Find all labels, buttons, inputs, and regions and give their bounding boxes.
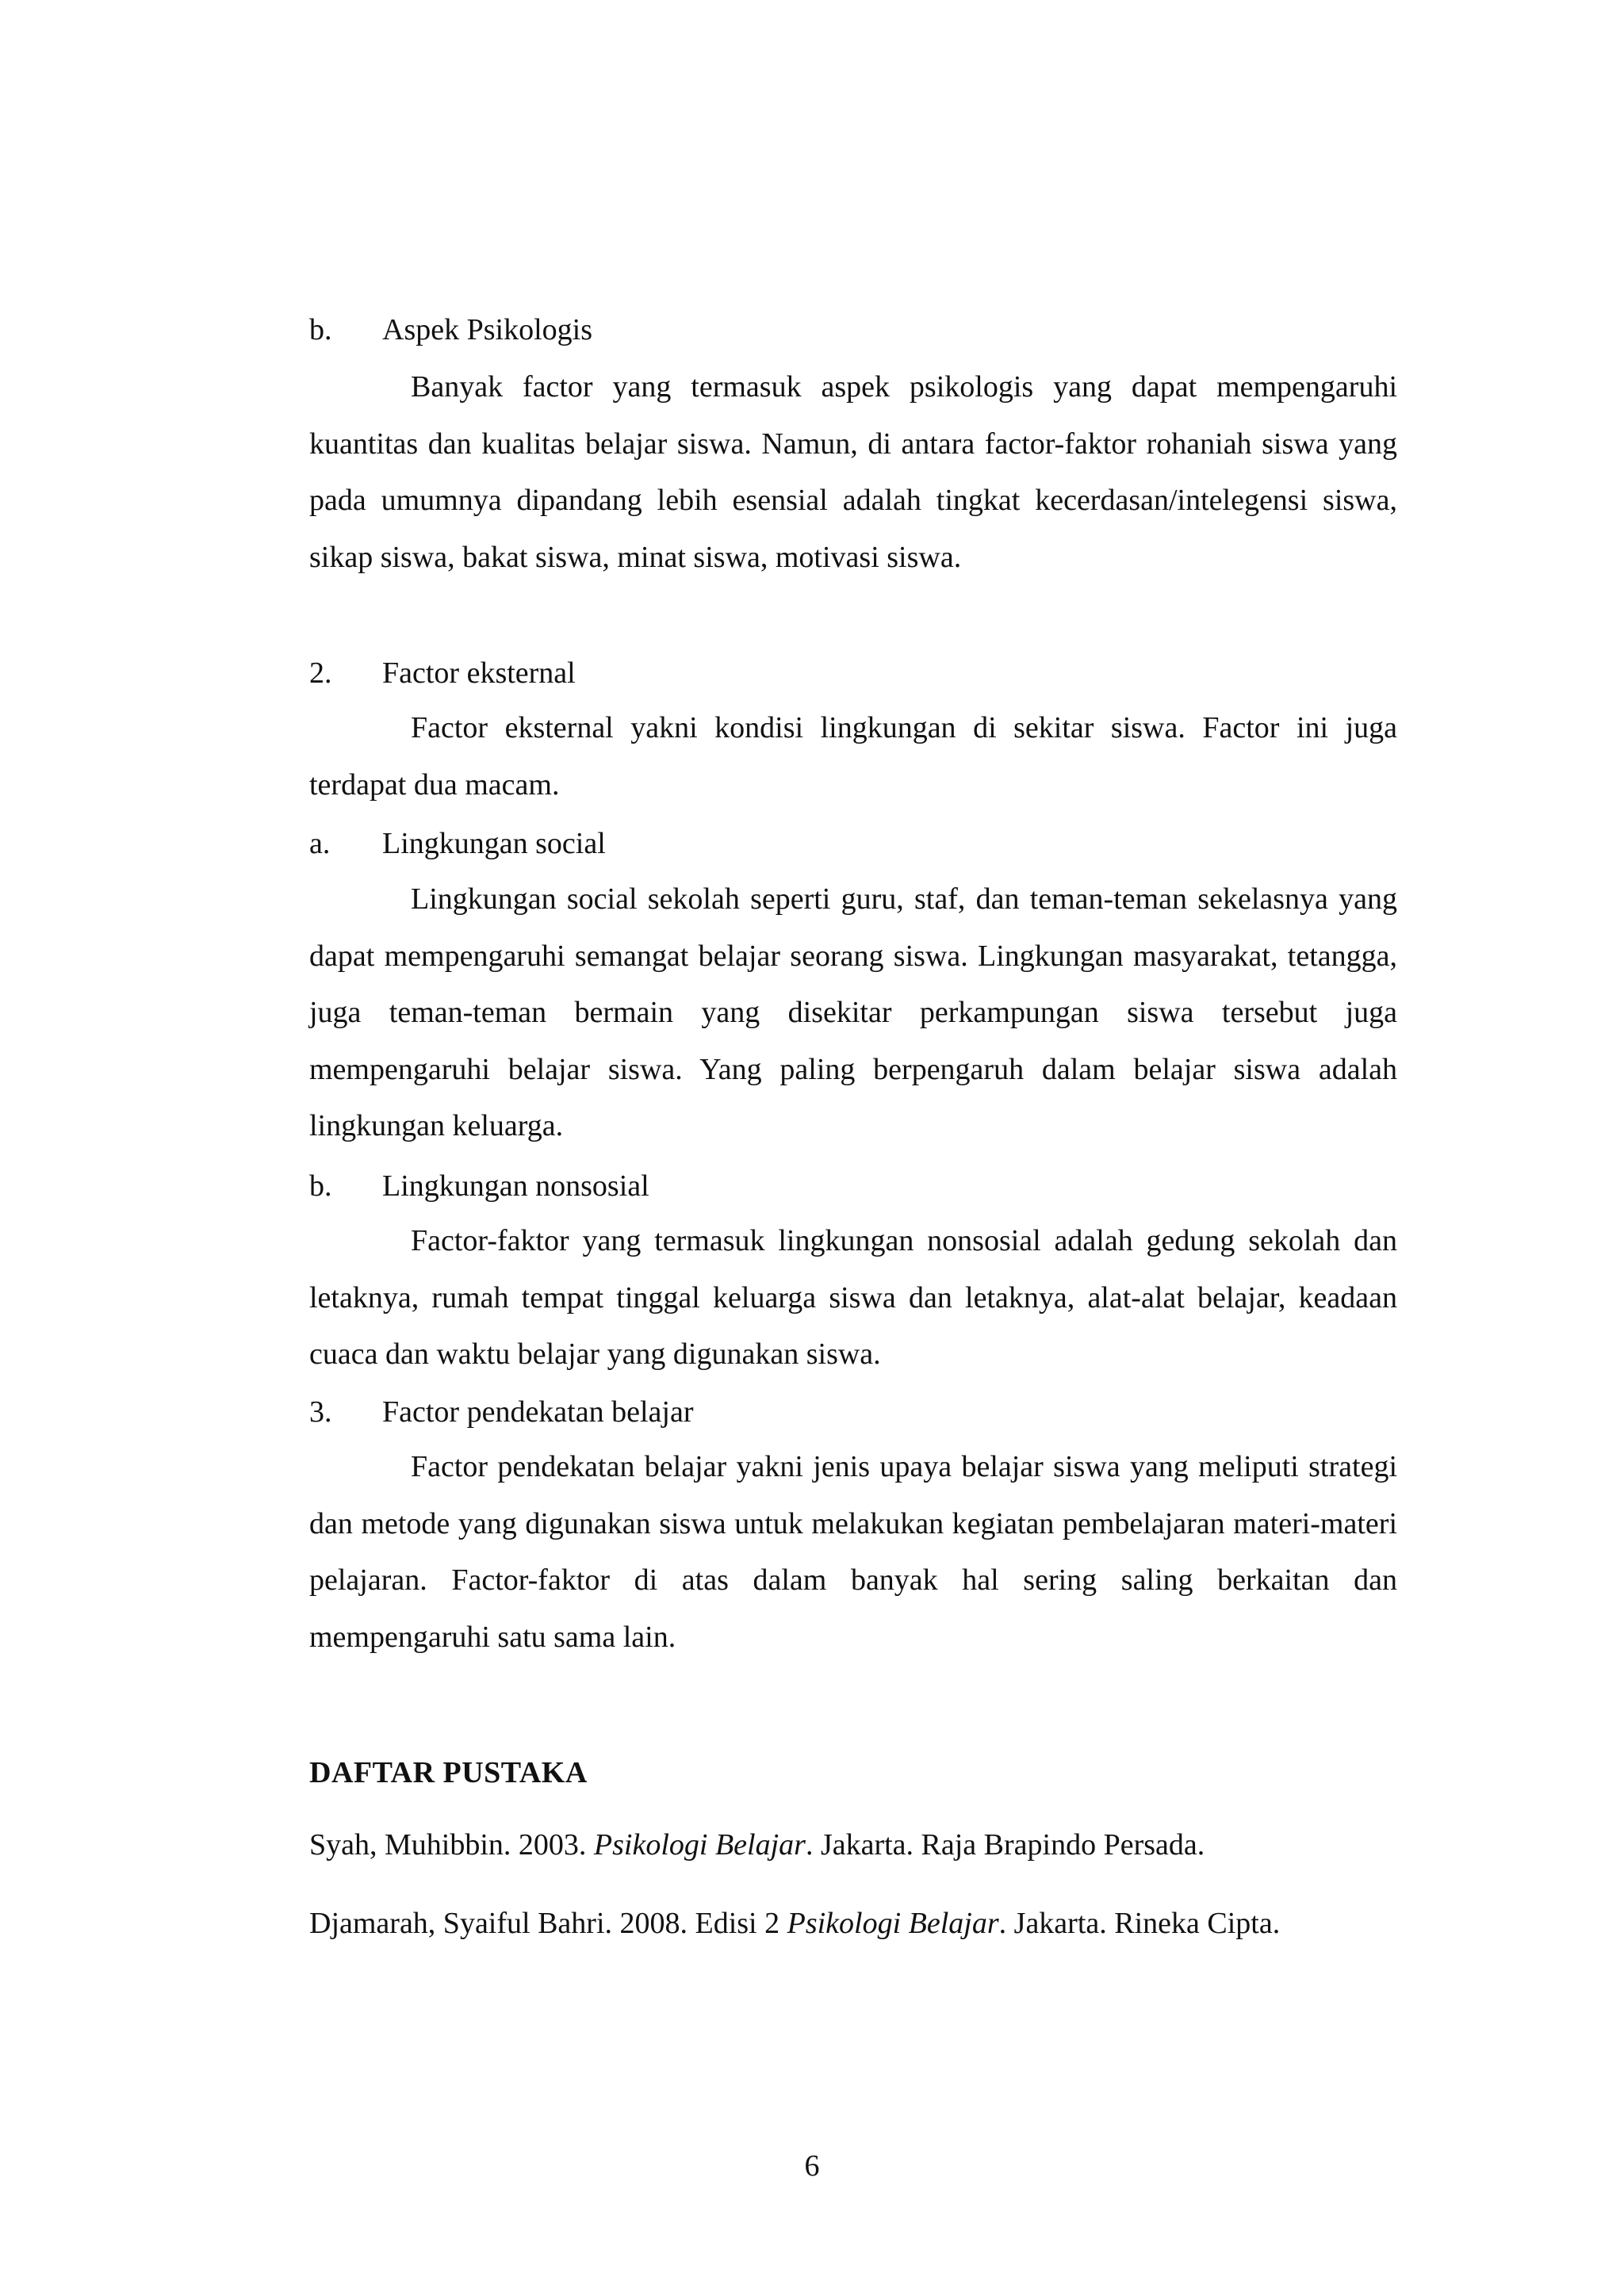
reference-author-year: Syah, Muhibbin. 2003. — [309, 1828, 594, 1862]
subheading-lingkungan-social — [309, 825, 606, 863]
page-number: 6 — [804, 2149, 820, 2183]
subheading-title: Factor eksternal — [382, 656, 576, 690]
paragraph-factor-pendekatan: Factor pendekatan belajar yakni jenis upaya belajar siswa yang meliputi strategi dan metode yang digunakan siswa untuk melakukan kegiatan pembelajaran materi-materi pelajaran. Factor-faktor di atas dalam banyak hal sering saling berkaitan dan mempengaruhi satu sama lain. — [309, 1450, 1397, 1654]
paragraph-aspek-psikologis: Banyak factor yang termasuk aspek psikologis yang dapat mempengaruhi kuantitas dan kualitas belajar siswa. Namun, di antara factor-faktor rohaniah siswa yang pada umumnya dipandang lebih esensial adalah tingkat kecerdasan/intelegensi siswa, sikap siswa, bakat siswa, minat siswa, motivasi siswa. — [309, 370, 1397, 574]
paragraph-lingkungan-nonsosial: Factor-faktor yang termasuk lingkungan nonsosial adalah gedung sekolah dan letaknya, rumah tempat tinggal keluarga siswa dan letaknya, alat-alat belajar, keadaan cuaca dan waktu belajar yang digunakan siswa. — [309, 1224, 1397, 1371]
subheading-label: b. — [309, 1169, 332, 1203]
subheading-title: Aspek Psikologis — [382, 313, 592, 346]
subheading-label: 3. — [309, 1395, 332, 1429]
reference-item — [309, 1904, 1280, 1942]
subheading-label: a. — [309, 827, 331, 860]
reference-item — [309, 1826, 1205, 1864]
reference-publisher: . Jakarta. Rineka Cipta. — [998, 1907, 1281, 1940]
subheading-factor-eksternal — [309, 654, 576, 692]
bibliography-heading: DAFTAR PUSTAKA — [309, 1756, 588, 1789]
subheading-label: b. — [309, 313, 332, 346]
subheading-title: Lingkungan nonsosial — [382, 1169, 649, 1203]
reference-title: Psikologi Belajar — [593, 1828, 806, 1862]
subheading-aspek-psikologis — [309, 311, 592, 349]
reference-title: Psikologi Belajar — [787, 1907, 999, 1940]
subheading-title: Lingkungan social — [382, 827, 606, 860]
subheading-lingkungan-nonsosial — [309, 1167, 649, 1205]
paragraph-lingkungan-social: Lingkungan social sekolah seperti guru, staf, dan teman-teman sekelasnya yang dapat mempengaruhi semangat belajar seorang siswa. Lingkungan masyarakat, tetangga, juga teman-teman bermain yang disekitar perkampungan siswa tersebut juga mempengaruhi belajar siswa. Yang paling berpengaruh dalam belajar siswa adalah lingkungan keluarga. — [309, 882, 1397, 1142]
subheading-title: Factor pendekatan belajar — [382, 1395, 694, 1429]
reference-publisher: . Jakarta. Raja Brapindo Persada. — [805, 1828, 1205, 1862]
subheading-label: 2. — [309, 656, 332, 690]
reference-author-year: Djamarah, Syaiful Bahri. 2008. Edisi 2 — [309, 1907, 787, 1940]
paragraph-factor-eksternal: Factor eksternal yakni kondisi lingkungan di sekitar siswa. Factor ini juga terdapat dua macam. — [309, 711, 1397, 802]
subheading-factor-pendekatan — [309, 1393, 693, 1431]
